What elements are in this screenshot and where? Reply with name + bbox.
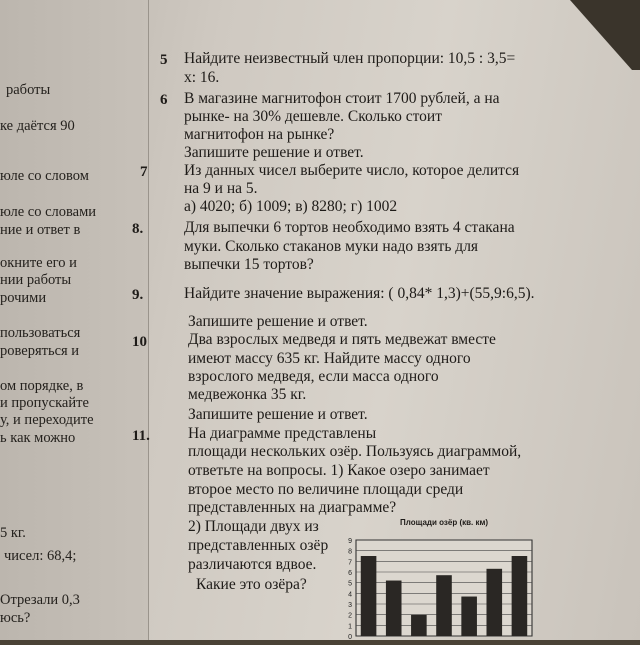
problem-11-line: 2) Площади двух из xyxy=(188,518,319,535)
left-fragment: окните его и xyxy=(0,255,77,271)
problem-number: 10 xyxy=(132,334,147,350)
chart-svg xyxy=(340,518,538,640)
left-fragment: и пропускайте xyxy=(0,395,89,411)
left-fragment: роверяться и xyxy=(0,343,80,359)
problem-10-line: Запишите решение и ответ. xyxy=(188,406,368,423)
problem-7-line: на 9 и на 5. xyxy=(184,180,258,197)
left-fragment: ке даётся 90 xyxy=(0,118,75,134)
problem-8-line: Для выпечки 6 тортов необходимо взять 4 стакана xyxy=(184,219,515,236)
problem-6-line: рынке- на 30% дешевле. Сколько стоит xyxy=(184,108,442,125)
problem-number: 5 xyxy=(160,52,168,68)
left-fragment: рочими xyxy=(0,290,47,306)
left-fragment: ь как можно xyxy=(0,430,76,446)
left-fragment: работы xyxy=(6,82,51,98)
left-fragment: ние и ответ в xyxy=(0,222,81,238)
problem-10-line: Два взрослых медведя и пять медвежат вместе xyxy=(188,331,496,348)
problem-11-line: представленных на диаграмме? xyxy=(188,499,397,516)
problem-10-line: взрослого медведя, если масса одного xyxy=(188,368,439,385)
problem-10-line: имеют массу 635 кг. Найдите массу одного xyxy=(188,350,471,367)
chart-y-tick-label: 3 xyxy=(348,602,352,609)
problem-number: 7 xyxy=(140,164,148,180)
left-fragment: чисел: 68,4; xyxy=(4,548,77,564)
problem-7-line: а) 4020; б) 1009; в) 8280; г) 1002 xyxy=(184,198,398,215)
chart-y-tick-label: 4 xyxy=(348,591,352,599)
problem-11-line: На диаграмме представлены xyxy=(188,425,377,442)
problem-number: 8. xyxy=(132,221,144,237)
left-fragment: пользоваться xyxy=(0,325,81,341)
chart-y-tick-label: 1 xyxy=(348,623,352,631)
problem-9-line: Найдите значение выражения: ( 0,84* 1,3)+(55,9:6,5). xyxy=(184,285,535,302)
chart-y-tick-label: 9 xyxy=(348,538,352,545)
left-fragment: юле со словом xyxy=(0,168,89,184)
problem-11-line: второе место по величине площади среди xyxy=(188,481,464,498)
problem-8-line: выпечки 15 тортов? xyxy=(184,256,314,273)
problem-10-line: медвежонка 35 кг. xyxy=(188,386,307,403)
chart-bar xyxy=(386,581,402,636)
problem-number: 9. xyxy=(132,287,144,303)
problem-number: 11. xyxy=(132,428,150,444)
left-fragment: юсь? xyxy=(0,610,31,626)
problem-9-line: Запишите решение и ответ. xyxy=(188,313,368,330)
left-fragment: у, и переходите xyxy=(0,412,94,428)
problem-5-line: Найдите неизвестный член пропорции: 10,5 : 3,5= xyxy=(184,50,516,67)
chart-bar xyxy=(436,575,452,636)
chart-title: Площади озёр (кв. км) xyxy=(400,518,489,527)
problem-11-line: различаются вдвое. xyxy=(188,556,317,573)
left-fragment: нии работы xyxy=(0,272,72,288)
problem-6-line: Запишите решение и ответ. xyxy=(184,144,364,161)
left-fragment: ом порядке, в xyxy=(0,378,84,394)
chart-y-tick-label: 6 xyxy=(348,570,352,577)
problem-6-line: В магазине магнитофон стоит 1700 рублей, а на xyxy=(184,90,500,107)
chart-bar xyxy=(512,556,528,636)
chart-bar xyxy=(461,597,477,636)
chart-y-tick-label: 0 xyxy=(348,634,352,640)
chart-bar xyxy=(411,615,427,636)
problem-6-line: магнитофон на рынке? xyxy=(184,126,335,143)
problem-7-line: Из данных чисел выберите число, которое делится xyxy=(184,162,520,179)
chart-bar xyxy=(361,556,377,636)
background-corner xyxy=(540,0,640,70)
chart-bar xyxy=(486,569,502,636)
left-page-fragment xyxy=(0,0,149,640)
problem-11-line: Какие это озёра? xyxy=(196,576,307,593)
lake-area-chart xyxy=(340,518,538,640)
left-fragment: юле со словами xyxy=(0,204,97,220)
problem-11-line: ответьте на вопросы. 1) Какое озеро занимает xyxy=(188,462,490,479)
chart-y-tick-label: 2 xyxy=(348,612,352,620)
chart-y-tick-label: 7 xyxy=(348,559,352,567)
problem-8-line: муки. Сколько стаканов муки надо взять для xyxy=(184,238,479,255)
problem-number: 6 xyxy=(160,92,168,108)
left-fragment: Отрезали 0,3 xyxy=(0,592,80,608)
problem-5-line: x: 16. xyxy=(184,69,220,86)
problem-11-line: представленных озёр xyxy=(188,537,329,554)
left-fragment: 5 кг. xyxy=(0,525,26,541)
chart-y-tick-label: 8 xyxy=(348,548,352,556)
problem-11-line: площади нескольких озёр. Пользуясь диаграммой, xyxy=(188,443,522,460)
chart-y-tick-label: 5 xyxy=(348,580,352,588)
